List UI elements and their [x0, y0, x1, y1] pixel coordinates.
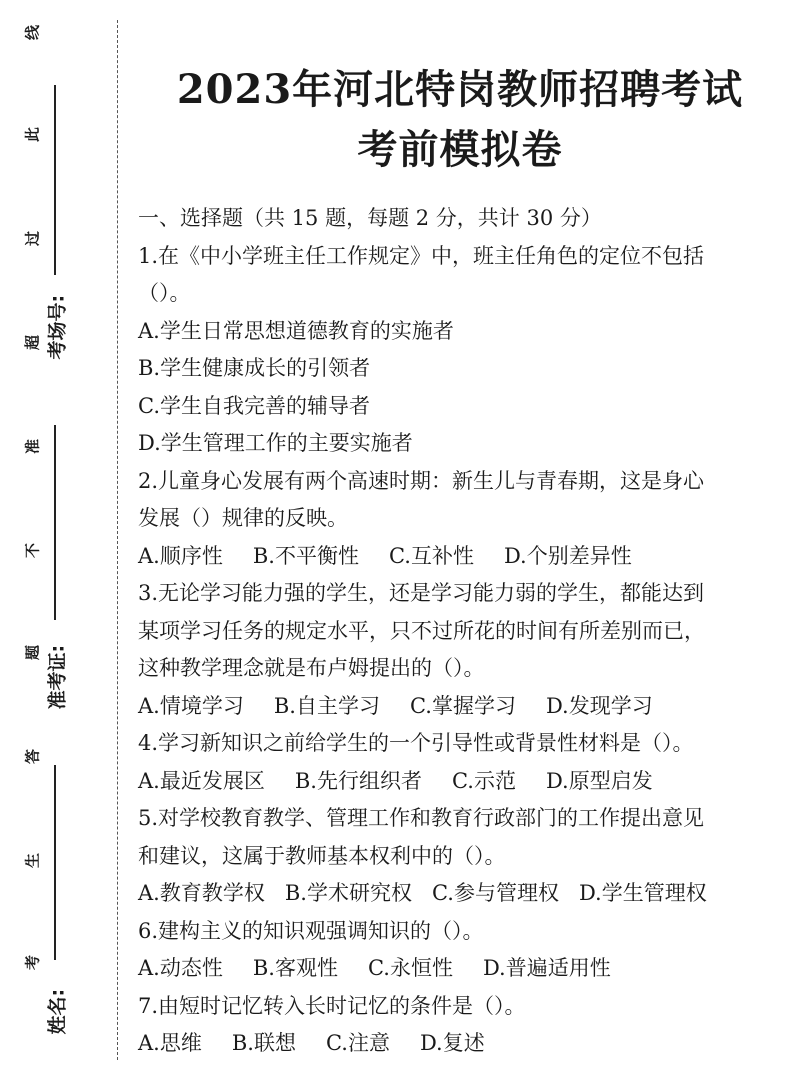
option: D.个别差异性 — [503, 543, 632, 568]
admission-line — [54, 425, 56, 620]
question — [138, 988, 788, 1063]
seal-char: 此 — [23, 127, 42, 143]
admission-field[interactable] — [40, 425, 72, 730]
option: A.教育教学权 — [138, 881, 265, 905]
question-stem: 6.建构主义的知识观强调知识的（）。 — [138, 918, 484, 943]
question — [138, 238, 788, 463]
option: C.示范 — [451, 768, 516, 793]
question-stem: （）。 — [138, 281, 191, 305]
option-row — [138, 538, 788, 576]
exam-title: 2023年河北特岗教师招聘考试 — [176, 66, 744, 113]
question — [138, 575, 788, 725]
option: D.学生管理权 — [578, 881, 707, 905]
question-content — [138, 200, 788, 1063]
name-line — [54, 765, 56, 960]
question-stem: 3.无论学习能力强的学生，还是学习能力弱的学生，都能达到 — [138, 581, 705, 605]
option: C.学生自我完善的辅导者 — [138, 393, 370, 418]
option: B.联想 — [231, 1031, 296, 1055]
name-label: 姓名: — [46, 988, 69, 1035]
question-stem: 1.在《中小学班主任工作规定》中，班主任角色的定位不包括 — [138, 243, 705, 268]
option: C.永恒性 — [367, 956, 453, 980]
question-stem: 7.由短时记忆转入长时记忆的条件是（）。 — [138, 993, 526, 1018]
exam-room-label: 考场号: — [46, 294, 69, 360]
seal-char: 考 — [23, 955, 42, 971]
option: A.顺序性 — [138, 543, 223, 568]
question-stem: 这种教学理念就是布卢姆提出的（）。 — [138, 656, 485, 680]
option: B.学生健康成长的引领者 — [138, 356, 371, 380]
option: D.复述 — [419, 1031, 485, 1055]
binding-dashed-line — [117, 20, 118, 1060]
question — [138, 725, 788, 800]
question-stem: 和建议，这属于教师基本权利中的（）。 — [138, 843, 506, 868]
option: B.先行组织者 — [294, 768, 422, 793]
option: D.学生管理工作的主要实施者 — [138, 431, 413, 455]
admission-label: 准考证: — [46, 644, 69, 710]
option: C.互补性 — [388, 543, 474, 568]
option: C.掌握学习 — [409, 693, 516, 718]
exam-subtitle: 考前模拟卷 — [357, 126, 563, 173]
option: A.最近发展区 — [138, 768, 265, 793]
option-row — [138, 950, 788, 988]
seal-char: 线 — [23, 25, 42, 41]
option-row — [138, 875, 788, 913]
exam-room-field[interactable] — [40, 85, 72, 385]
name-field[interactable] — [40, 765, 72, 1045]
option: A.思维 — [138, 1031, 202, 1055]
question-stem: 发展（）规律的反映。 — [138, 506, 348, 530]
option: C.注意 — [325, 1031, 390, 1055]
option: D.原型启发 — [545, 768, 653, 793]
seal-char: 题 — [23, 645, 42, 661]
option: B.客观性 — [252, 956, 338, 980]
seal-char: 不 — [23, 543, 42, 559]
seal-char: 超 — [23, 335, 42, 351]
option-row — [138, 688, 788, 726]
binding-margin — [0, 0, 120, 1074]
exam-room-line — [54, 85, 56, 275]
question — [138, 800, 788, 913]
question-stem: 5.对学校教育教学、管理工作和教育行政部门的工作提出意见 — [138, 806, 705, 830]
option: B.不平衡性 — [252, 543, 359, 568]
question-stem: 4.学习新知识之前给学生的一个引导性或背景性材料是（）。 — [138, 731, 694, 755]
seal-char: 答 — [23, 749, 42, 765]
option-row — [138, 1025, 788, 1063]
seal-char: 生 — [23, 853, 42, 869]
option: A.情境学习 — [138, 693, 244, 718]
option: A.学生日常思想道德教育的实施者 — [138, 318, 454, 343]
question — [138, 913, 788, 988]
section-heading: 一、选择题（共 15 题，每题 2 分，共计 30 分） — [138, 206, 602, 230]
option: C.参与管理权 — [431, 881, 559, 905]
option: B.学术研究权 — [284, 881, 412, 905]
seal-char: 准 — [23, 439, 42, 455]
option-row — [138, 763, 788, 801]
option: D.普遍适用性 — [482, 956, 611, 980]
question-stem: 2.儿童身心发展有两个高速时期：新生儿与青春期，这是身心 — [138, 468, 705, 493]
seal-char: 过 — [23, 231, 42, 247]
question-stem: 某项学习任务的规定水平，只不过所花的时间有所差别而已， — [138, 618, 705, 643]
question — [138, 463, 788, 576]
option: B.自主学习 — [273, 693, 380, 718]
option: A.动态性 — [138, 956, 223, 980]
option: D.发现学习 — [545, 693, 653, 718]
